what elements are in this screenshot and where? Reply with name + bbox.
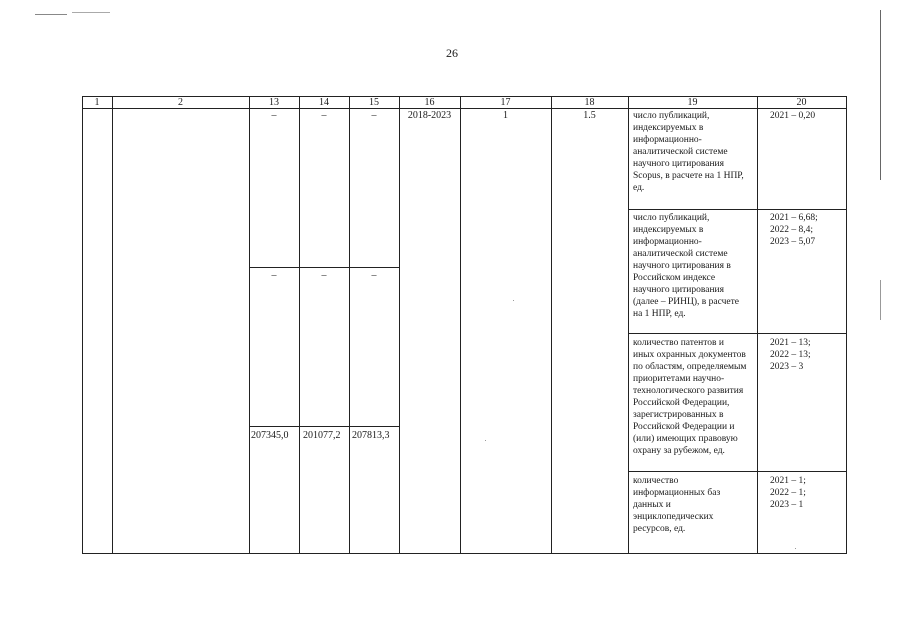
indicator-line: данных и	[633, 500, 671, 510]
indicator-value: 2021 – 6,68;	[770, 213, 818, 223]
indicator-line: научного цитирования	[633, 159, 724, 169]
indicator-line: иных охранных документов	[633, 350, 746, 360]
indicator-values	[770, 475, 844, 511]
cell-dash: –	[271, 270, 277, 281]
header-col-20: 20	[796, 97, 807, 108]
cell-col-17: 1	[503, 110, 508, 121]
indicator-rinc	[633, 212, 755, 320]
indicator-line: приоритетами научно-	[633, 374, 725, 384]
indicator-values	[770, 212, 844, 248]
indicator-value: 2021 – 13;	[770, 338, 811, 348]
scan-artifact	[795, 548, 796, 549]
indicator-scopus	[633, 110, 755, 194]
col-line	[757, 96, 758, 554]
header-col-15: 15	[369, 97, 379, 108]
cell-total-13: 207345,0	[251, 430, 289, 441]
col-line	[399, 96, 400, 554]
header-col-13: 13	[269, 97, 279, 108]
indicator-line: Российском индексе	[633, 273, 716, 283]
indicator-value: 2022 – 1;	[770, 488, 806, 498]
col-line	[82, 96, 83, 554]
cell-dash: –	[371, 270, 377, 281]
col-line	[249, 96, 250, 554]
header-col-18: 18	[584, 97, 595, 108]
indicator-line: по областям, определяемым	[633, 362, 747, 372]
header-col-2: 2	[178, 97, 183, 108]
indicator-values	[770, 110, 844, 122]
indicator-line: энциклопедических	[633, 512, 714, 522]
indicator-line: информационно-	[633, 135, 702, 145]
indicator-line: (далее – РИНЦ), в расчете	[633, 297, 739, 307]
header-col-1: 1	[94, 97, 100, 108]
indicator-value: 2023 – 3	[770, 362, 804, 372]
indicator-value: 2021 – 1;	[770, 476, 806, 486]
indicator-value: 2023 – 5,07	[770, 237, 816, 247]
col-line	[299, 96, 300, 554]
indicator-line: информационных баз	[633, 488, 721, 498]
indicator-patents	[633, 337, 755, 457]
indicator-line: научного цитирования	[633, 285, 724, 295]
indicator-line: информационно-	[633, 237, 702, 247]
col-line	[460, 96, 461, 554]
indicator-line: количество патентов и	[633, 338, 724, 348]
indicator-line: на 1 НПР, ед.	[633, 309, 686, 319]
header-col-19: 19	[687, 97, 698, 108]
col-line	[349, 96, 350, 554]
scan-artifact	[513, 300, 514, 301]
indicator-line: ед.	[633, 183, 645, 193]
indicator-line: зарегистрированных в	[633, 410, 724, 420]
indicator-line: аналитической системе	[633, 147, 728, 157]
cell-period: 2018-2023	[407, 110, 452, 121]
header-col-14: 14	[319, 97, 329, 108]
cell-dash: –	[371, 110, 377, 121]
cell-dash: –	[321, 110, 327, 121]
cell-col-18: 1.5	[583, 110, 596, 121]
indicator-line: ресурсов, ед.	[633, 524, 686, 534]
col-line	[628, 96, 629, 554]
indicator-databases	[633, 475, 755, 535]
cell-total-14: 201077,2	[303, 430, 341, 441]
indicator-line: научного цитирования в	[633, 261, 731, 271]
scan-artifact	[485, 440, 486, 441]
indicator-value: 2023 – 1	[770, 500, 804, 510]
table-border-bottom	[82, 553, 846, 554]
col-line	[846, 96, 847, 554]
cell-dash: –	[271, 110, 277, 121]
cell-dash: –	[321, 270, 327, 281]
indicator-line: индексируемых в	[633, 225, 704, 235]
row-divider	[249, 426, 399, 427]
indicator-line: технологического развития	[633, 386, 744, 396]
row-divider	[628, 471, 846, 472]
col-line	[551, 96, 552, 554]
indicator-line: Российской Федерации и	[633, 422, 735, 432]
indicator-line: Scopus, в расчете на 1 НПР,	[633, 171, 744, 181]
indicator-values	[770, 337, 844, 373]
indicator-line: аналитической системе	[633, 249, 728, 259]
indicator-line: Российской Федерации,	[633, 398, 730, 408]
indicator-line: число публикаций,	[633, 213, 710, 223]
header-col-17: 17	[500, 97, 511, 108]
page-number: 26	[446, 46, 458, 60]
cell-total-15: 207813,3	[352, 430, 390, 441]
indicator-value: 2022 – 13;	[770, 350, 811, 360]
indicator-line: индексируемых в	[633, 123, 704, 133]
indicator-line: число публикаций,	[633, 111, 710, 121]
indicator-line: охрану за рубежом, ед.	[633, 446, 725, 456]
indicator-line: (или) имеющих правовую	[633, 434, 738, 444]
row-divider	[249, 267, 399, 268]
row-divider	[628, 333, 846, 334]
indicator-line: количество	[633, 476, 679, 486]
header-col-16: 16	[424, 97, 435, 108]
indicator-value: 2021 – 0,20	[770, 111, 816, 121]
indicator-value: 2022 – 8,4;	[770, 225, 814, 235]
col-line	[112, 96, 113, 554]
row-divider	[628, 209, 846, 210]
